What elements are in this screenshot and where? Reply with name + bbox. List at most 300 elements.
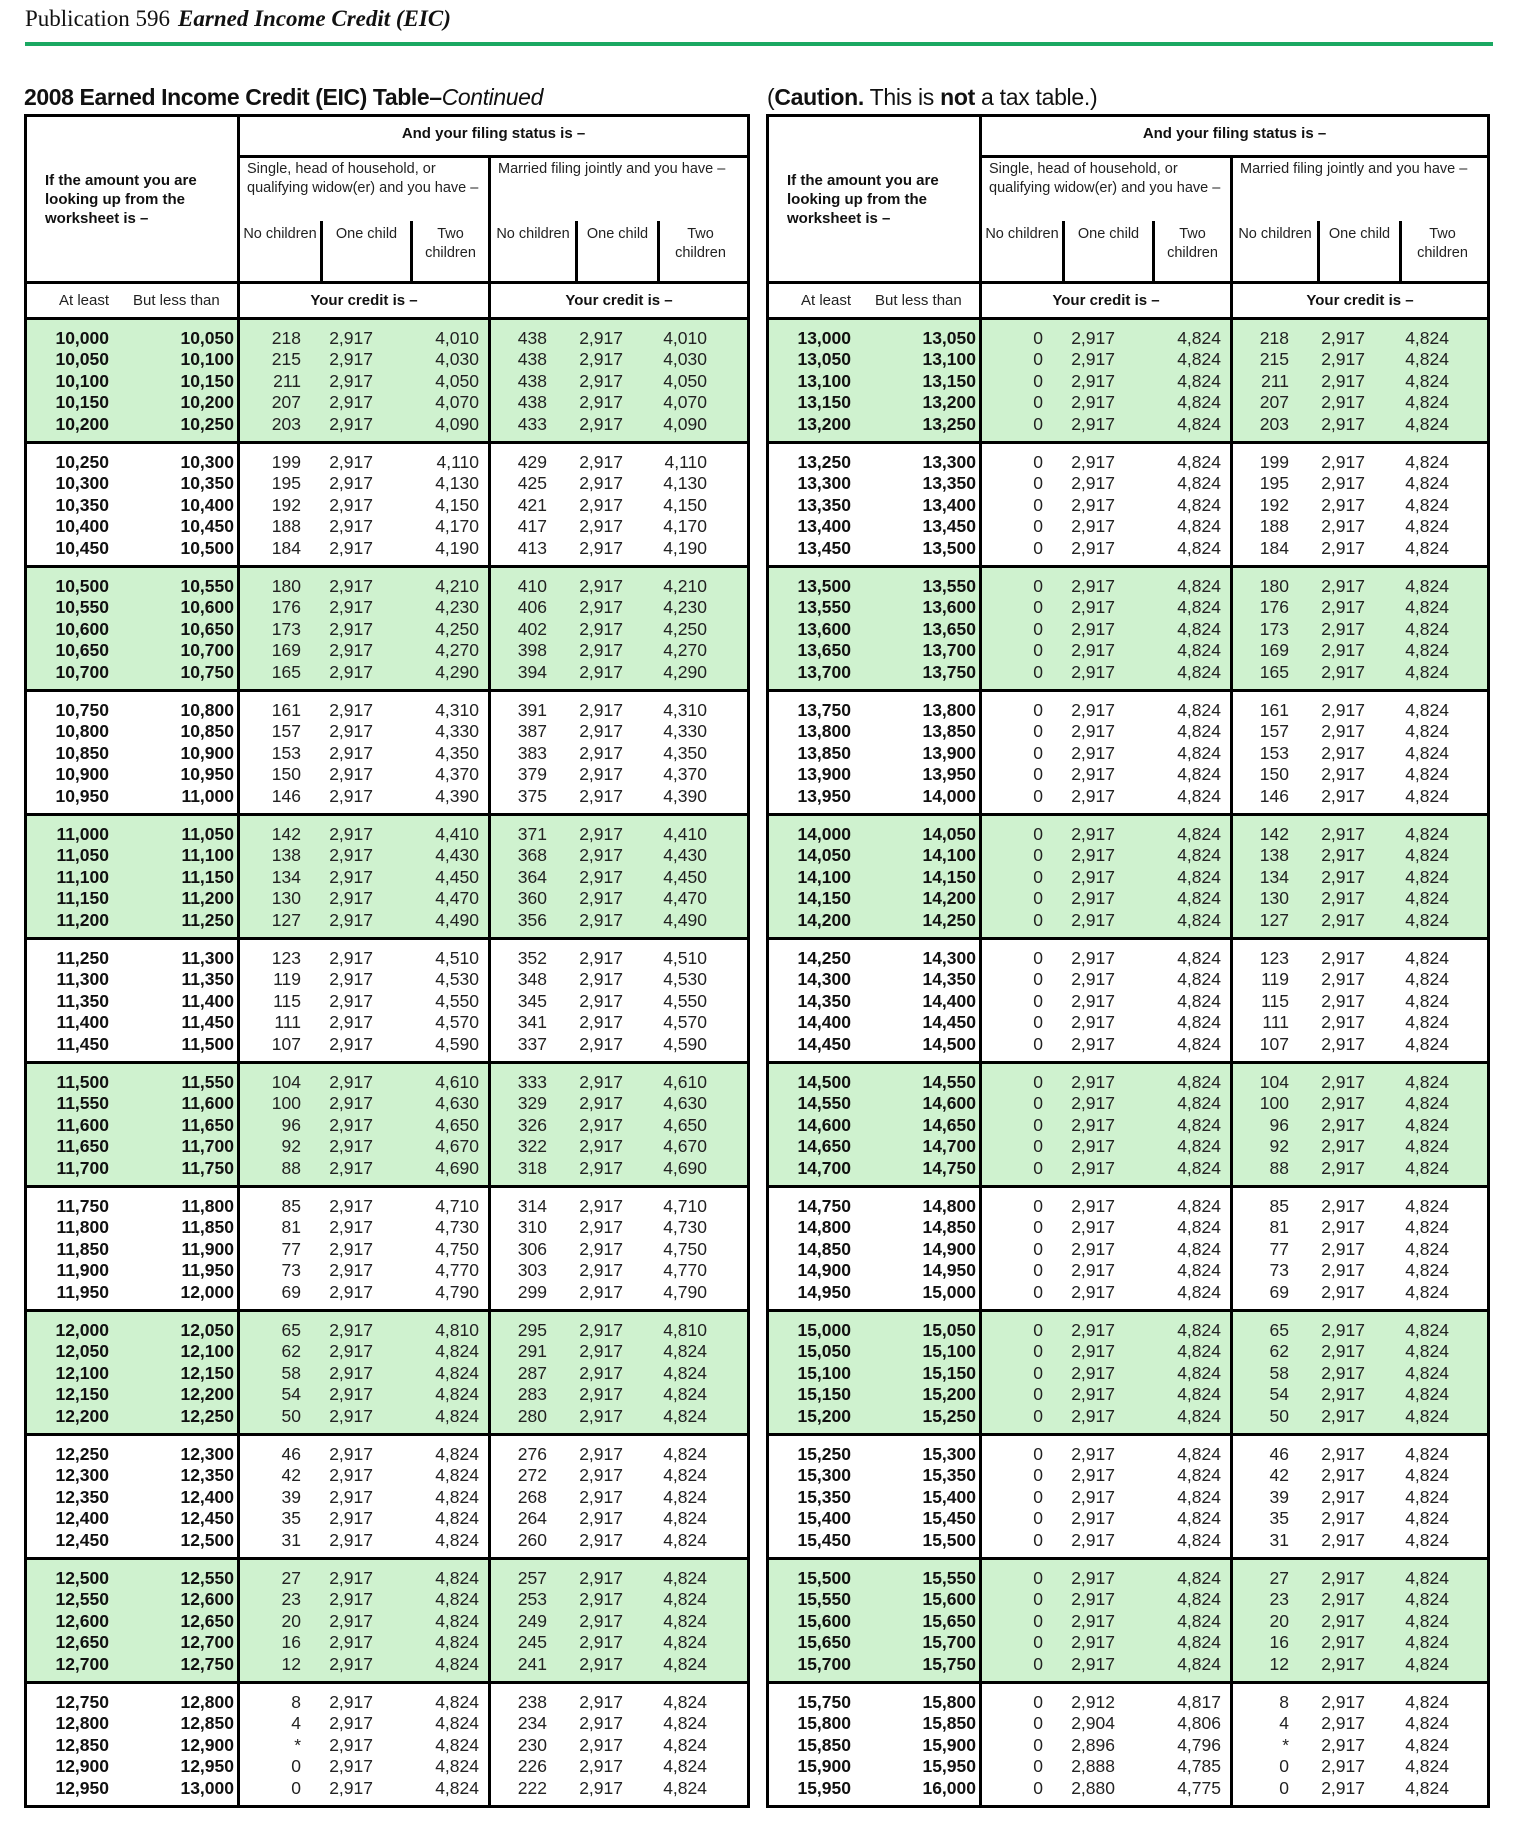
but-less-than-cell: 14,550 <box>922 1072 976 1092</box>
married-one-child-cell: 2,917 <box>579 1508 623 1529</box>
single-one-child-cell: 2,917 <box>1071 1281 1115 1302</box>
married-two-children-cell: 4,824 <box>1405 1384 1449 1405</box>
row-group <box>27 940 747 1064</box>
married-no-children-cell: * <box>1282 1734 1289 1755</box>
caution-paren: ( <box>767 84 775 110</box>
col-two-children: Two children <box>1152 221 1230 281</box>
married-one-child-cell: 2,917 <box>1321 1508 1365 1529</box>
caution-text: This is <box>863 84 941 110</box>
but-less-than-cell: 13,000 <box>180 1777 234 1798</box>
single-no-children-cell: 146 <box>271 785 301 806</box>
table-row <box>27 1611 747 1632</box>
married-no-children-cell: 4 <box>1279 1713 1289 1734</box>
married-two-children-cell: 4,824 <box>1405 1589 1449 1610</box>
married-one-child-cell: 2,917 <box>579 1072 623 1092</box>
single-no-children-cell: 157 <box>271 721 301 742</box>
married-two-children-cell: 4,824 <box>1405 452 1449 472</box>
married-two-children-cell: 4,090 <box>663 413 707 434</box>
married-one-child-cell: 2,917 <box>579 1653 623 1674</box>
single-one-child-cell: 2,904 <box>1071 1713 1115 1734</box>
but-less-than-cell: 14,900 <box>922 1238 976 1259</box>
at-least-cell: 11,850 <box>56 1238 109 1259</box>
at-least-cell: 15,750 <box>797 1692 851 1712</box>
but-less-than-cell: 13,150 <box>922 370 976 391</box>
single-two-children-cell: 4,824 <box>1177 1508 1221 1529</box>
single-one-child-cell: 2,917 <box>329 969 373 990</box>
married-two-children-cell: 4,824 <box>1405 1508 1449 1529</box>
married-no-children-cell: 176 <box>1259 597 1289 618</box>
single-two-children-cell: 4,824 <box>1177 452 1221 472</box>
single-one-child-cell: 2,917 <box>329 1384 373 1405</box>
but-less-than-cell: 15,000 <box>922 1281 976 1302</box>
but-less-than-cell: 11,500 <box>181 1033 234 1054</box>
single-no-children-cell: 0 <box>1033 413 1043 434</box>
single-no-children-cell: 215 <box>271 349 301 370</box>
at-least-cell: 12,750 <box>55 1692 109 1712</box>
married-one-child-cell: 2,917 <box>579 576 623 596</box>
but-less-than-cell: 11,600 <box>181 1093 234 1114</box>
range-labels <box>769 284 982 320</box>
but-less-than-cell: 11,100 <box>181 845 234 866</box>
single-two-children-cell: 4,824 <box>1177 392 1221 413</box>
but-less-than-label: But less than <box>875 292 962 309</box>
married-two-children-cell: 4,824 <box>663 1341 707 1362</box>
married-two-children-cell: 4,824 <box>1405 370 1449 391</box>
but-less-than-cell: 14,600 <box>922 1093 976 1114</box>
married-no-children-cell: 165 <box>1259 661 1289 682</box>
married-two-children-cell: 4,824 <box>663 1486 707 1507</box>
single-no-children-cell: 0 <box>1033 1157 1043 1178</box>
single-no-children-cell: 138 <box>271 845 301 866</box>
your-credit-label-married: Your credit is – <box>1306 292 1414 309</box>
single-no-children-cell: 165 <box>271 661 301 682</box>
married-one-child-cell: 2,917 <box>1321 824 1365 844</box>
single-no-children-cell: 0 <box>1033 1713 1043 1734</box>
at-least-cell: 10,300 <box>55 473 109 494</box>
single-two-children-cell: 4,824 <box>1177 516 1221 537</box>
at-least-cell: 13,150 <box>797 392 851 413</box>
row-group <box>769 816 1487 940</box>
married-two-children-cell: 4,824 <box>1405 1341 1449 1362</box>
married-no-children-cell: 8 <box>1279 1692 1289 1712</box>
married-one-child-cell: 2,917 <box>1321 1444 1365 1464</box>
married-two-children-cell: 4,824 <box>1405 1136 1449 1157</box>
single-one-child-cell: 2,917 <box>329 845 373 866</box>
single-two-children-cell: 4,824 <box>435 1692 479 1712</box>
single-two-children-cell: 4,824 <box>1177 1281 1221 1302</box>
single-two-children-cell: 4,824 <box>435 1734 479 1755</box>
at-least-cell: 13,500 <box>797 576 851 596</box>
married-one-child-cell: 2,917 <box>579 1196 623 1216</box>
table-row <box>769 1072 1487 1093</box>
but-less-than-cell: 12,250 <box>180 1405 234 1426</box>
table-row <box>769 845 1487 866</box>
at-least-cell: 13,750 <box>797 700 851 720</box>
table-row <box>27 1384 747 1405</box>
at-least-cell: 13,400 <box>797 516 851 537</box>
single-two-children-cell: 4,824 <box>1177 1653 1221 1674</box>
married-one-child-cell: 2,917 <box>1321 1196 1365 1216</box>
single-two-children-cell: 4,824 <box>435 1508 479 1529</box>
married-one-child-cell: 2,917 <box>579 764 623 785</box>
table-row <box>27 910 747 931</box>
but-less-than-cell: 11,900 <box>181 1238 234 1259</box>
married-one-child-cell: 2,917 <box>579 494 623 515</box>
table-row <box>27 1530 747 1551</box>
single-no-children-cell: 0 <box>1033 1320 1043 1340</box>
at-least-cell: 13,700 <box>797 661 851 682</box>
married-two-children-cell: 4,010 <box>663 328 707 348</box>
but-less-than-cell: 11,150 <box>181 866 234 887</box>
single-one-child-cell: 2,917 <box>329 764 373 785</box>
at-least-cell: 13,550 <box>797 597 851 618</box>
range-labels <box>27 284 240 320</box>
at-least-cell: 12,850 <box>55 1734 109 1755</box>
married-one-child-cell: 2,917 <box>1321 576 1365 596</box>
single-two-children-cell: 4,350 <box>435 742 479 763</box>
single-two-children-cell: 4,150 <box>435 494 479 515</box>
married-no-children-cell: 391 <box>517 700 547 720</box>
at-least-cell: 13,450 <box>797 537 851 558</box>
married-one-child-cell: 2,917 <box>1321 764 1365 785</box>
at-least-cell: 11,800 <box>56 1217 109 1238</box>
single-two-children-cell: 4,824 <box>1177 1632 1221 1653</box>
single-no-children-cell: 0 <box>1033 537 1043 558</box>
married-no-children-cell: 16 <box>1269 1632 1289 1653</box>
married-no-children-cell: 299 <box>517 1281 547 1302</box>
married-one-child-cell: 2,917 <box>579 1465 623 1486</box>
married-two-children-cell: 4,824 <box>1405 516 1449 537</box>
married-no-children-cell: 192 <box>1259 494 1289 515</box>
married-no-children-cell: 264 <box>517 1508 547 1529</box>
table-row <box>769 1282 1487 1303</box>
married-no-children-cell: 238 <box>517 1692 547 1712</box>
at-least-cell: 14,400 <box>797 1012 851 1033</box>
table-row <box>27 1158 747 1179</box>
single-no-children-cell: 0 <box>1033 494 1043 515</box>
married-one-child-cell: 2,917 <box>579 516 623 537</box>
but-less-than-cell: 13,650 <box>922 618 976 639</box>
married-no-children-cell: 42 <box>1269 1465 1289 1486</box>
married-one-child-cell: 2,917 <box>579 1610 623 1631</box>
single-no-children-cell: 195 <box>271 473 301 494</box>
at-least-cell: 10,500 <box>55 576 109 596</box>
married-two-children-cell: 4,070 <box>663 392 707 413</box>
married-no-children-cell: 348 <box>517 969 547 990</box>
at-least-cell: 10,150 <box>55 392 109 413</box>
married-one-child-cell: 2,917 <box>1321 473 1365 494</box>
single-one-child-cell: 2,917 <box>329 1568 373 1588</box>
single-no-children-cell: 153 <box>271 742 301 763</box>
single-no-children-cell: 8 <box>291 1692 301 1712</box>
single-two-children-cell: 4,824 <box>1177 845 1221 866</box>
table-row <box>27 1136 747 1157</box>
single-two-children-cell: 4,610 <box>435 1072 479 1092</box>
table-row <box>27 1508 747 1529</box>
married-two-children-cell: 4,824 <box>663 1529 707 1550</box>
single-one-child-cell: 2,917 <box>1071 473 1115 494</box>
married-one-child-cell: 2,917 <box>1321 1632 1365 1653</box>
but-less-than-cell: 15,100 <box>922 1341 976 1362</box>
table-row <box>769 824 1487 845</box>
married-two-children-cell: 4,824 <box>1405 1033 1449 1054</box>
table-row <box>27 538 747 559</box>
married-two-children-cell: 4,824 <box>1405 328 1449 348</box>
married-no-children-cell: 230 <box>517 1734 547 1755</box>
married-no-children-cell: 383 <box>517 742 547 763</box>
row-group <box>769 568 1487 692</box>
married-one-child-cell: 2,917 <box>1321 742 1365 763</box>
married-no-children-cell: 433 <box>517 413 547 434</box>
married-two-children-cell: 4,824 <box>1405 948 1449 968</box>
single-one-child-cell: 2,917 <box>1071 1136 1115 1157</box>
married-two-children-cell: 4,824 <box>1405 661 1449 682</box>
married-no-children-cell: 410 <box>517 576 547 596</box>
table-row <box>27 743 747 764</box>
married-one-child-cell: 2,917 <box>579 392 623 413</box>
single-two-children-cell: 4,817 <box>1177 1692 1221 1712</box>
married-no-children-cell: 222 <box>517 1777 547 1798</box>
table-row <box>27 786 747 807</box>
married-one-child-cell: 2,917 <box>1321 494 1365 515</box>
single-one-child-cell: 2,917 <box>329 1610 373 1631</box>
single-one-child-cell: 2,917 <box>329 392 373 413</box>
married-no-children-cell: 215 <box>1259 349 1289 370</box>
single-no-children-cell: 184 <box>271 537 301 558</box>
table-row <box>27 1406 747 1427</box>
at-least-cell: 13,100 <box>797 370 851 391</box>
but-less-than-cell: 15,200 <box>922 1384 976 1405</box>
married-no-children-cell: 96 <box>1269 1114 1289 1135</box>
single-one-child-cell: 2,917 <box>1071 948 1115 968</box>
married-one-child-cell: 2,917 <box>579 1632 623 1653</box>
married-no-children-cell: 50 <box>1269 1405 1289 1426</box>
single-one-child-cell: 2,917 <box>329 413 373 434</box>
at-least-cell: 10,250 <box>55 452 109 472</box>
but-less-than-cell: 10,350 <box>180 473 234 494</box>
married-two-children-cell: 4,824 <box>1405 888 1449 909</box>
at-least-cell: 10,750 <box>55 700 109 720</box>
but-less-than-cell: 12,600 <box>180 1589 234 1610</box>
single-two-children-cell: 4,775 <box>1177 1777 1221 1798</box>
single-two-children-cell: 4,824 <box>1177 661 1221 682</box>
at-least-cell: 12,300 <box>55 1465 109 1486</box>
married-one-child-cell: 2,917 <box>579 721 623 742</box>
table-row <box>27 1093 747 1114</box>
single-one-child-cell: 2,917 <box>1071 845 1115 866</box>
married-no-children-cell: 438 <box>517 349 547 370</box>
at-least-cell: 15,400 <box>797 1508 851 1529</box>
married-two-children-cell: 4,824 <box>1405 824 1449 844</box>
married-two-children-cell: 4,490 <box>663 909 707 930</box>
table-row <box>769 1217 1487 1238</box>
single-one-child-cell: 2,917 <box>329 1136 373 1157</box>
married-two-children-cell: 4,430 <box>663 845 707 866</box>
single-two-children-cell: 4,824 <box>435 1465 479 1486</box>
single-one-child-cell: 2,917 <box>329 1033 373 1054</box>
row-group <box>769 940 1487 1064</box>
married-two-children-cell: 4,310 <box>663 700 707 720</box>
at-least-cell: 10,850 <box>55 742 109 763</box>
married-no-children-cell: 417 <box>517 516 547 537</box>
married-one-child-cell: 2,917 <box>1321 392 1365 413</box>
married-two-children-cell: 4,824 <box>663 1568 707 1588</box>
married-two-children-cell: 4,650 <box>663 1114 707 1135</box>
at-least-cell: 12,800 <box>55 1713 109 1734</box>
single-two-children-cell: 4,770 <box>435 1260 479 1281</box>
married-one-child-cell: 2,917 <box>1321 1093 1365 1114</box>
married-one-child-cell: 2,917 <box>579 1217 623 1238</box>
table-row <box>27 700 747 721</box>
single-two-children-cell: 4,824 <box>1177 785 1221 806</box>
married-one-child-cell: 2,917 <box>579 1692 623 1712</box>
married-one-child-cell: 2,917 <box>1321 640 1365 661</box>
married-two-children-cell: 4,390 <box>663 785 707 806</box>
but-less-than-cell: 11,850 <box>181 1217 234 1238</box>
married-one-child-cell: 2,917 <box>579 742 623 763</box>
single-one-child-cell: 2,917 <box>1071 413 1115 434</box>
at-least-cell: 13,800 <box>797 721 851 742</box>
single-two-children-cell: 4,010 <box>435 328 479 348</box>
col-two-children: Two children <box>410 221 488 281</box>
married-one-child-cell: 2,917 <box>579 700 623 720</box>
married-two-children-cell: 4,210 <box>663 576 707 596</box>
single-no-children-cell: 0 <box>1033 1341 1043 1362</box>
table-row <box>27 1196 747 1217</box>
at-least-cell: 12,050 <box>55 1341 109 1362</box>
single-two-children-cell: 4,230 <box>435 597 479 618</box>
married-no-children-cell: 119 <box>1261 969 1289 990</box>
single-one-child-cell: 2,917 <box>329 661 373 682</box>
table-row <box>27 1735 747 1756</box>
row-group <box>27 1560 747 1684</box>
married-two-children-cell: 4,824 <box>1405 1362 1449 1383</box>
single-two-children-cell: 4,824 <box>1177 537 1221 558</box>
married-no-children-cell: 20 <box>1269 1610 1289 1631</box>
married-two-children-cell: 4,824 <box>663 1362 707 1383</box>
at-least-cell: 11,950 <box>56 1281 109 1302</box>
married-no-children-cell: 295 <box>517 1320 547 1340</box>
but-less-than-cell: 13,550 <box>922 576 976 596</box>
married-no-children-cell: 326 <box>517 1114 547 1135</box>
single-one-child-cell: 2,917 <box>329 824 373 844</box>
at-least-cell: 14,250 <box>797 948 851 968</box>
single-one-child-cell: 2,917 <box>329 618 373 639</box>
at-least-cell: 10,400 <box>55 516 109 537</box>
at-least-cell: 11,500 <box>56 1072 109 1092</box>
married-no-children-cell: 54 <box>1269 1384 1289 1405</box>
table-row <box>769 1654 1487 1675</box>
single-no-children-cell: 0 <box>1033 1777 1043 1798</box>
single-two-children-cell: 4,824 <box>1177 1238 1221 1259</box>
table-row <box>769 1196 1487 1217</box>
but-less-than-cell: 10,900 <box>180 742 234 763</box>
single-no-children-cell: 0 <box>1033 742 1043 763</box>
single-one-child-cell: 2,917 <box>329 1529 373 1550</box>
married-two-children-cell: 4,824 <box>663 1610 707 1631</box>
but-less-than-cell: 13,200 <box>922 392 976 413</box>
table-row <box>769 328 1487 349</box>
table-row <box>769 473 1487 494</box>
single-two-children-cell: 4,824 <box>435 1653 479 1674</box>
at-least-cell: 11,200 <box>56 909 109 930</box>
married-one-child-cell: 2,917 <box>1321 1281 1365 1302</box>
married-two-children-cell: 4,824 <box>663 1713 707 1734</box>
married-two-children-cell: 4,824 <box>663 1444 707 1464</box>
married-no-children-cell: 92 <box>1269 1136 1289 1157</box>
single-no-children-cell: 0 <box>1033 576 1043 596</box>
single-one-child-cell: 2,917 <box>1071 824 1115 844</box>
but-less-than-cell: 10,150 <box>180 370 234 391</box>
single-no-children-cell: 0 <box>1033 948 1043 968</box>
married-no-children-cell: 150 <box>1259 764 1289 785</box>
single-two-children-cell: 4,824 <box>435 1756 479 1777</box>
single-no-children-cell: 134 <box>271 866 301 887</box>
married-two-children-cell: 4,824 <box>1405 700 1449 720</box>
but-less-than-cell: 15,850 <box>922 1713 976 1734</box>
at-least-cell: 14,300 <box>797 969 851 990</box>
row-group <box>27 1436 747 1560</box>
single-two-children-cell: 4,290 <box>435 661 479 682</box>
single-one-child-cell: 2,912 <box>1071 1692 1115 1712</box>
single-two-children-cell: 4,410 <box>435 824 479 844</box>
married-two-children-cell: 4,824 <box>1405 1196 1449 1216</box>
eic-table-left <box>24 114 750 1808</box>
table-row <box>769 495 1487 516</box>
table-row <box>27 1487 747 1508</box>
single-two-children-cell: 4,670 <box>435 1136 479 1157</box>
single-two-children-cell: 4,270 <box>435 640 479 661</box>
at-least-cell: 12,900 <box>55 1756 109 1777</box>
single-one-child-cell: 2,888 <box>1071 1756 1115 1777</box>
single-one-child-cell: 2,917 <box>1071 618 1115 639</box>
but-less-than-cell: 15,900 <box>922 1734 976 1755</box>
single-no-children-cell: 50 <box>281 1405 301 1426</box>
at-least-cell: 11,750 <box>56 1196 109 1216</box>
single-no-children-cell: 0 <box>1033 1529 1043 1550</box>
married-no-children-cell: 310 <box>517 1217 547 1238</box>
table-row <box>769 414 1487 435</box>
col-two-children: Two children <box>657 221 741 281</box>
married-no-children-cell: 368 <box>517 845 547 866</box>
married-one-child-cell: 2,917 <box>579 866 623 887</box>
but-less-than-cell: 13,850 <box>922 721 976 742</box>
married-no-children-cell: 260 <box>517 1529 547 1550</box>
at-least-cell: 11,650 <box>56 1136 109 1157</box>
single-one-child-cell: 2,917 <box>1071 1260 1115 1281</box>
married-two-children-cell: 4,530 <box>663 969 707 990</box>
married-one-child-cell: 2,917 <box>579 328 623 348</box>
married-two-children-cell: 4,824 <box>1405 1072 1449 1092</box>
table-row <box>27 516 747 537</box>
single-one-child-cell: 2,917 <box>1071 1589 1115 1610</box>
single-two-children-cell: 4,170 <box>435 516 479 537</box>
single-two-children-cell: 4,824 <box>1177 1341 1221 1362</box>
married-one-child-cell: 2,917 <box>1321 349 1365 370</box>
single-two-children-cell: 4,250 <box>435 618 479 639</box>
at-least-cell: 10,350 <box>55 494 109 515</box>
married-no-children-cell: 62 <box>1269 1341 1289 1362</box>
single-one-child-cell: 2,917 <box>1071 1238 1115 1259</box>
col-one-child: One child <box>320 221 410 281</box>
single-one-child-cell: 2,917 <box>1071 1362 1115 1383</box>
single-no-children-cell: 0 <box>1033 473 1043 494</box>
but-less-than-cell: 14,150 <box>922 866 976 887</box>
table-row <box>769 1589 1487 1610</box>
married-no-children-cell: 203 <box>1259 413 1289 434</box>
table-row <box>769 1239 1487 1260</box>
single-one-child-cell: 2,917 <box>329 537 373 558</box>
